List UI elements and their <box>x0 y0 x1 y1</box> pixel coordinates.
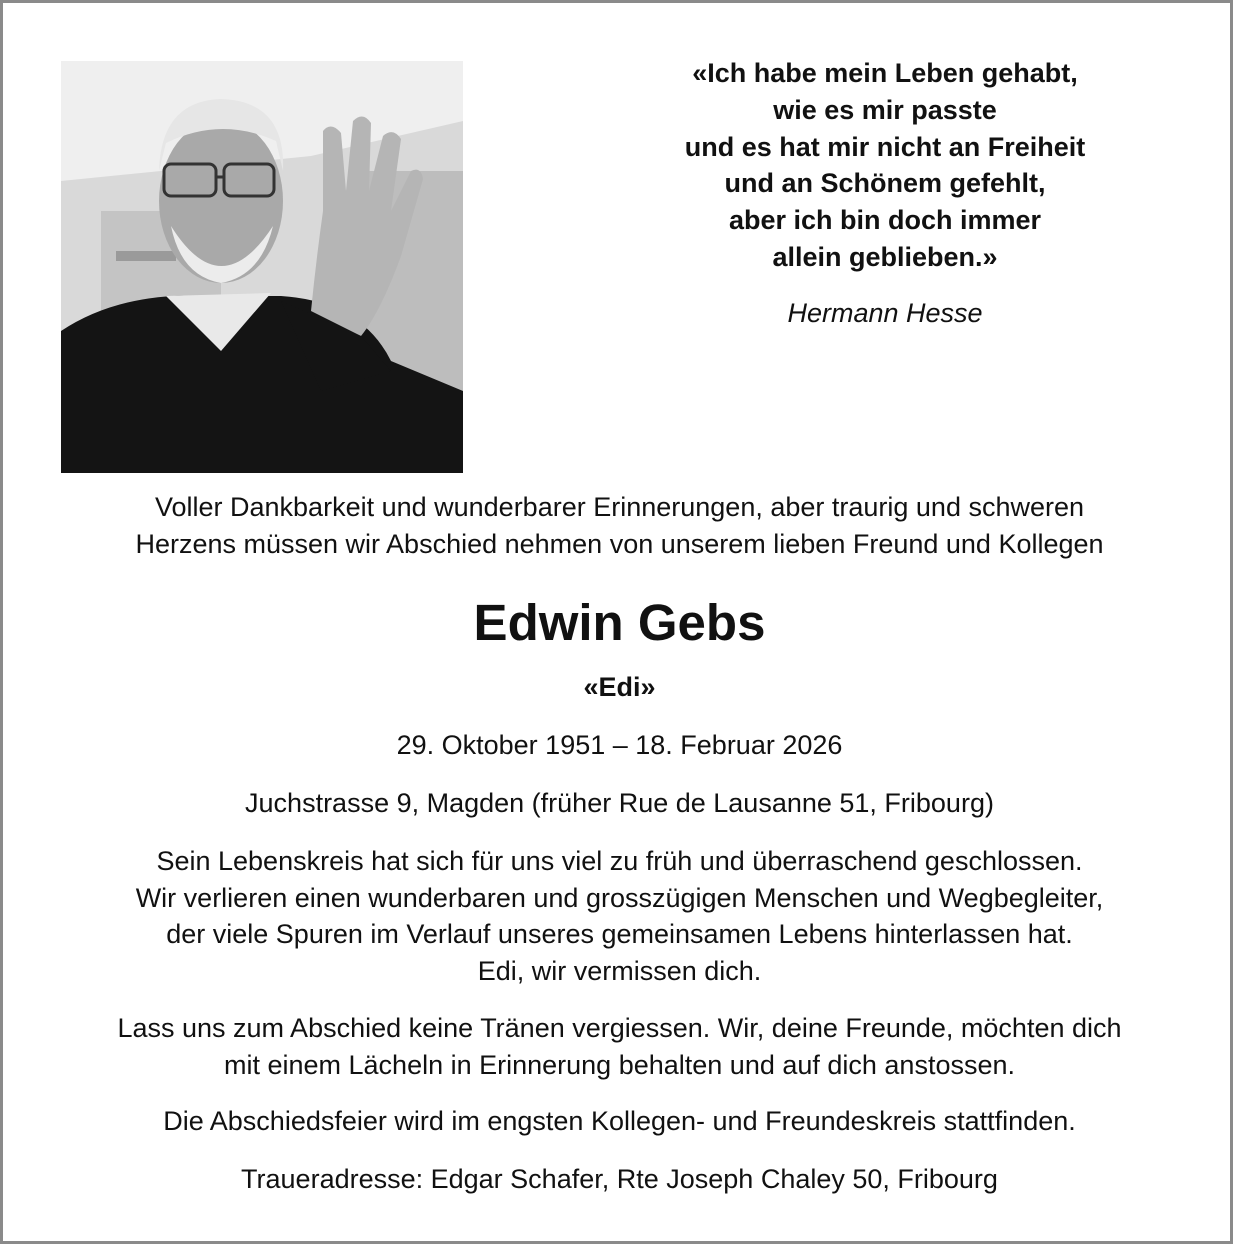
tribute-paragraph <box>3 843 1233 989</box>
tribute-line: Wir verlieren einen wunderbaren und grosszügigen Menschen und Wegbegleiter, <box>135 882 1104 913</box>
life-dates: 29. Oktober 1951 – 18. Februar 2026 <box>396 730 843 760</box>
tribute-line: Sein Lebenskreis hat sich für uns viel zu früh und überraschend geschlossen. <box>156 846 1083 876</box>
quote-line: und es hat mir nicht an Freiheit <box>684 131 1086 162</box>
quote-text <box>603 55 1167 276</box>
quote-author: Hermann Hesse <box>787 297 983 328</box>
deceased-address: Juchstrasse 9, Magden (früher Rue de Lausanne 51, Fribourg) <box>245 788 994 818</box>
farewell-paragraph <box>3 1010 1233 1083</box>
intro-line: Herzens müssen wir Abschied nehmen von unserem lieben Freund und Kollegen <box>135 528 1104 559</box>
farewell-line: mit einem Lächeln in Erinnerung behalten und auf dich anstossen. <box>223 1049 1015 1080</box>
mourning-address: Traueradresse: Edgar Schafer, Rte Joseph Chaley 50, Fribourg <box>241 1164 998 1194</box>
deceased-nickname: «Edi» <box>583 672 656 702</box>
quote-line: und an Schönem gefehlt, <box>724 168 1046 199</box>
quote-block <box>603 55 1167 330</box>
quote-line: wie es mir passte <box>773 94 997 125</box>
intro-line: Voller Dankbarkeit und wunderbarer Erinnerungen, aber traurig und schweren <box>154 492 1085 522</box>
farewell-line: Lass uns zum Abschied keine Tränen vergiessen. Wir, deine Freunde, möchten dich <box>117 1013 1122 1043</box>
quote-line: aber ich bin doch immer <box>728 205 1042 236</box>
deceased-name: Edwin Gebs <box>473 594 766 651</box>
quote-line: allein geblieben.» <box>772 241 998 272</box>
quote-line: «Ich habe mein Leben gehabt, <box>692 58 1078 88</box>
tribute-line: Edi, wir vermissen dich. <box>477 955 762 986</box>
ceremony-note: Die Abschiedsfeier wird im engsten Kollegen- und Freundeskreis stattfinden. <box>163 1106 1076 1136</box>
tribute-line: der viele Spuren im Verlauf unseres gemeinsamen Lebens hinterlassen hat. <box>166 919 1073 949</box>
intro-text <box>3 489 1233 562</box>
portrait-photo <box>61 61 463 473</box>
